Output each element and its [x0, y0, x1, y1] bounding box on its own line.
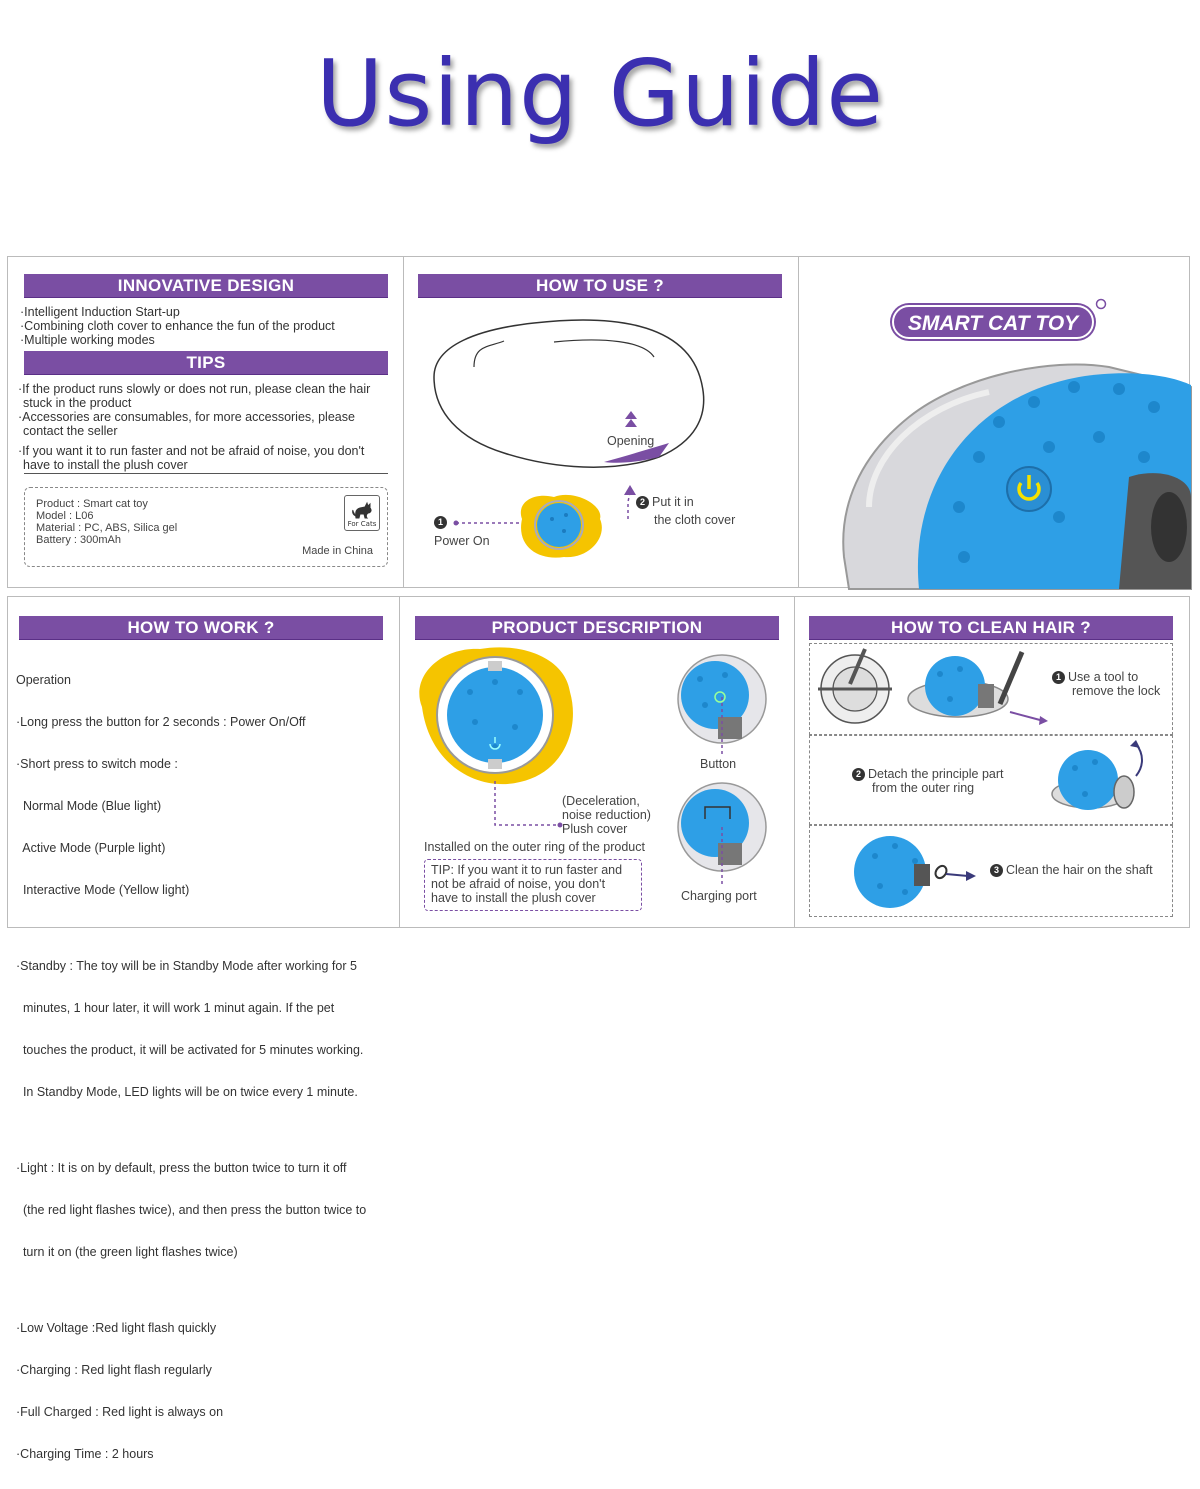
innovative-item: ·Multiple working modes — [20, 333, 155, 347]
tip-line: ·If the product runs slowly or does not run, please clean the hair — [18, 382, 371, 396]
panel-how-to-work — [8, 597, 400, 1461]
spec-line: Material : PC, ABS, Silica gel — [36, 522, 178, 534]
work-line: Active Mode (Purple light) — [16, 841, 166, 855]
tip-line: not be afraid of noise, you don't — [431, 877, 606, 891]
divider — [24, 473, 388, 474]
guide-row-top — [7, 256, 1190, 588]
guide-row-bottom — [7, 596, 1190, 1461]
product-description-heading: PRODUCT DESCRIPTION — [415, 616, 779, 640]
clean-step-3 — [809, 825, 1173, 917]
button-label: Button — [700, 757, 737, 771]
spec-line: Model : L06 — [36, 510, 94, 522]
how-to-work-heading: HOW TO WORK ? — [19, 616, 383, 640]
work-line: ·Light : It is on by default, press the button twice to turn it off — [16, 1161, 347, 1175]
step-number-badge: 1 — [434, 516, 447, 529]
detach-part-illustration — [1040, 736, 1160, 824]
charging-port-label: Charging port — [681, 889, 757, 903]
work-line: ·Charging Time : 2 hours — [16, 1447, 154, 1461]
panel-how-to-use — [404, 257, 799, 587]
how-to-work-text — [16, 645, 366, 1489]
spec-line: Product : Smart cat toy — [36, 498, 148, 510]
tool-remove-lock-illustration — [810, 644, 1050, 734]
installed-label: Installed on the outer ring of the product — [424, 840, 645, 854]
work-line: ·Low Voltage :Red light flash quickly — [16, 1321, 217, 1335]
work-line: minutes, 1 hour later, it will work 1 minut again. If the pet — [16, 1001, 335, 1015]
work-line: Interactive Mode (Yellow light) — [16, 883, 190, 897]
clean-step2-text — [852, 767, 1004, 795]
clean-step1-text — [1052, 670, 1160, 698]
clean-line: Clean the hair on the shaft — [1006, 863, 1153, 877]
tip-line: have to install the plush cover — [431, 891, 596, 905]
page-title: Using Guide — [316, 40, 884, 147]
step1-number — [434, 515, 450, 529]
tip-line: have to install the plush cover — [23, 458, 188, 472]
tip-text — [431, 863, 622, 905]
clean-line: Use a tool to — [1068, 670, 1139, 684]
step-number-badge: 3 — [990, 864, 1003, 877]
step-number-badge: 2 — [852, 768, 865, 781]
spec-box — [24, 487, 388, 567]
panel-product-description — [400, 597, 795, 927]
tip-line: ·Accessories are consumables, for more accessories, please — [18, 410, 355, 424]
step2-label — [636, 495, 694, 509]
work-line: ·Long press the button for 2 seconds : Power On/Off — [16, 715, 306, 729]
tip-line: contact the seller — [23, 424, 118, 438]
work-line: ·Full Charged : Red light is always on — [16, 1405, 224, 1419]
work-line: Operation — [16, 673, 71, 687]
step2-line: Put it in — [652, 495, 694, 509]
plush-line: noise reduction) — [562, 808, 651, 822]
product-ball-illustration — [799, 257, 1191, 589]
tip-box — [424, 859, 642, 911]
clean-line: from the outer ring — [872, 781, 975, 796]
innovative-list — [20, 305, 335, 347]
tips-heading: TIPS — [24, 351, 388, 375]
clean-line: Detach the principle part — [868, 767, 1004, 781]
clean-step-2 — [809, 735, 1173, 825]
tips-list — [18, 382, 370, 472]
tip-line: stuck in the product — [23, 396, 132, 410]
work-line: touches the product, it will be activated for 5 minutes working. — [16, 1043, 364, 1057]
tip-line: TIP: If you want it to run faster and — [431, 863, 623, 877]
plush-cover-label — [562, 794, 651, 836]
clean-step3-text — [990, 863, 1153, 877]
plush-line: (Deceleration, — [562, 794, 640, 808]
work-line: ·Charging : Red light flash regularly — [16, 1363, 212, 1377]
panel-innovative-design — [8, 257, 404, 587]
plush-line: Plush cover — [562, 822, 628, 836]
cat-icon — [350, 498, 374, 520]
spec-lines — [36, 498, 177, 546]
tip-line: ·If you want it to run faster and not be afraid of noise, you don't — [18, 444, 365, 458]
for-cats-badge — [344, 495, 380, 531]
work-line: In Standby Mode, LED lights will be on twice every 1 minute. — [16, 1085, 358, 1099]
work-line: ·Short press to switch mode : — [16, 757, 178, 771]
step-number-badge: 1 — [1052, 671, 1065, 684]
clean-step-1 — [809, 643, 1173, 735]
step-number-badge: 2 — [636, 496, 649, 509]
made-in-label: Made in China — [302, 545, 373, 557]
for-cats-label: For Cats — [347, 520, 377, 528]
work-line: turn it on (the green light flashes twice) — [16, 1245, 238, 1259]
spec-line: Battery : 300mAh — [36, 534, 121, 546]
innovative-item: ·Intelligent Induction Start-up — [20, 305, 180, 319]
panel-brand — [799, 257, 1189, 587]
how-to-clean-heading: HOW TO CLEAN HAIR ? — [809, 616, 1173, 640]
how-to-use-heading: HOW TO USE ? — [418, 274, 782, 298]
clean-line: remove the lock — [1072, 684, 1161, 699]
work-line: ·Standby : The toy will be in Standby Mode after working for 5 — [16, 959, 357, 973]
innovative-item: ·Combining cloth cover to enhance the fun of the product — [20, 319, 335, 333]
innovative-heading: INNOVATIVE DESIGN — [24, 274, 388, 298]
opening-label: Opening — [607, 434, 655, 448]
work-line: Normal Mode (Blue light) — [16, 799, 162, 813]
step2-line: the cloth cover — [654, 513, 736, 527]
work-line: (the red light flashes twice), and then press the button twice to — [16, 1203, 367, 1217]
panel-how-to-clean-hair — [795, 597, 1189, 927]
power-on-label: Power On — [434, 534, 490, 548]
smart-cat-toy-badge: SMART CAT TOY — [892, 305, 1094, 339]
